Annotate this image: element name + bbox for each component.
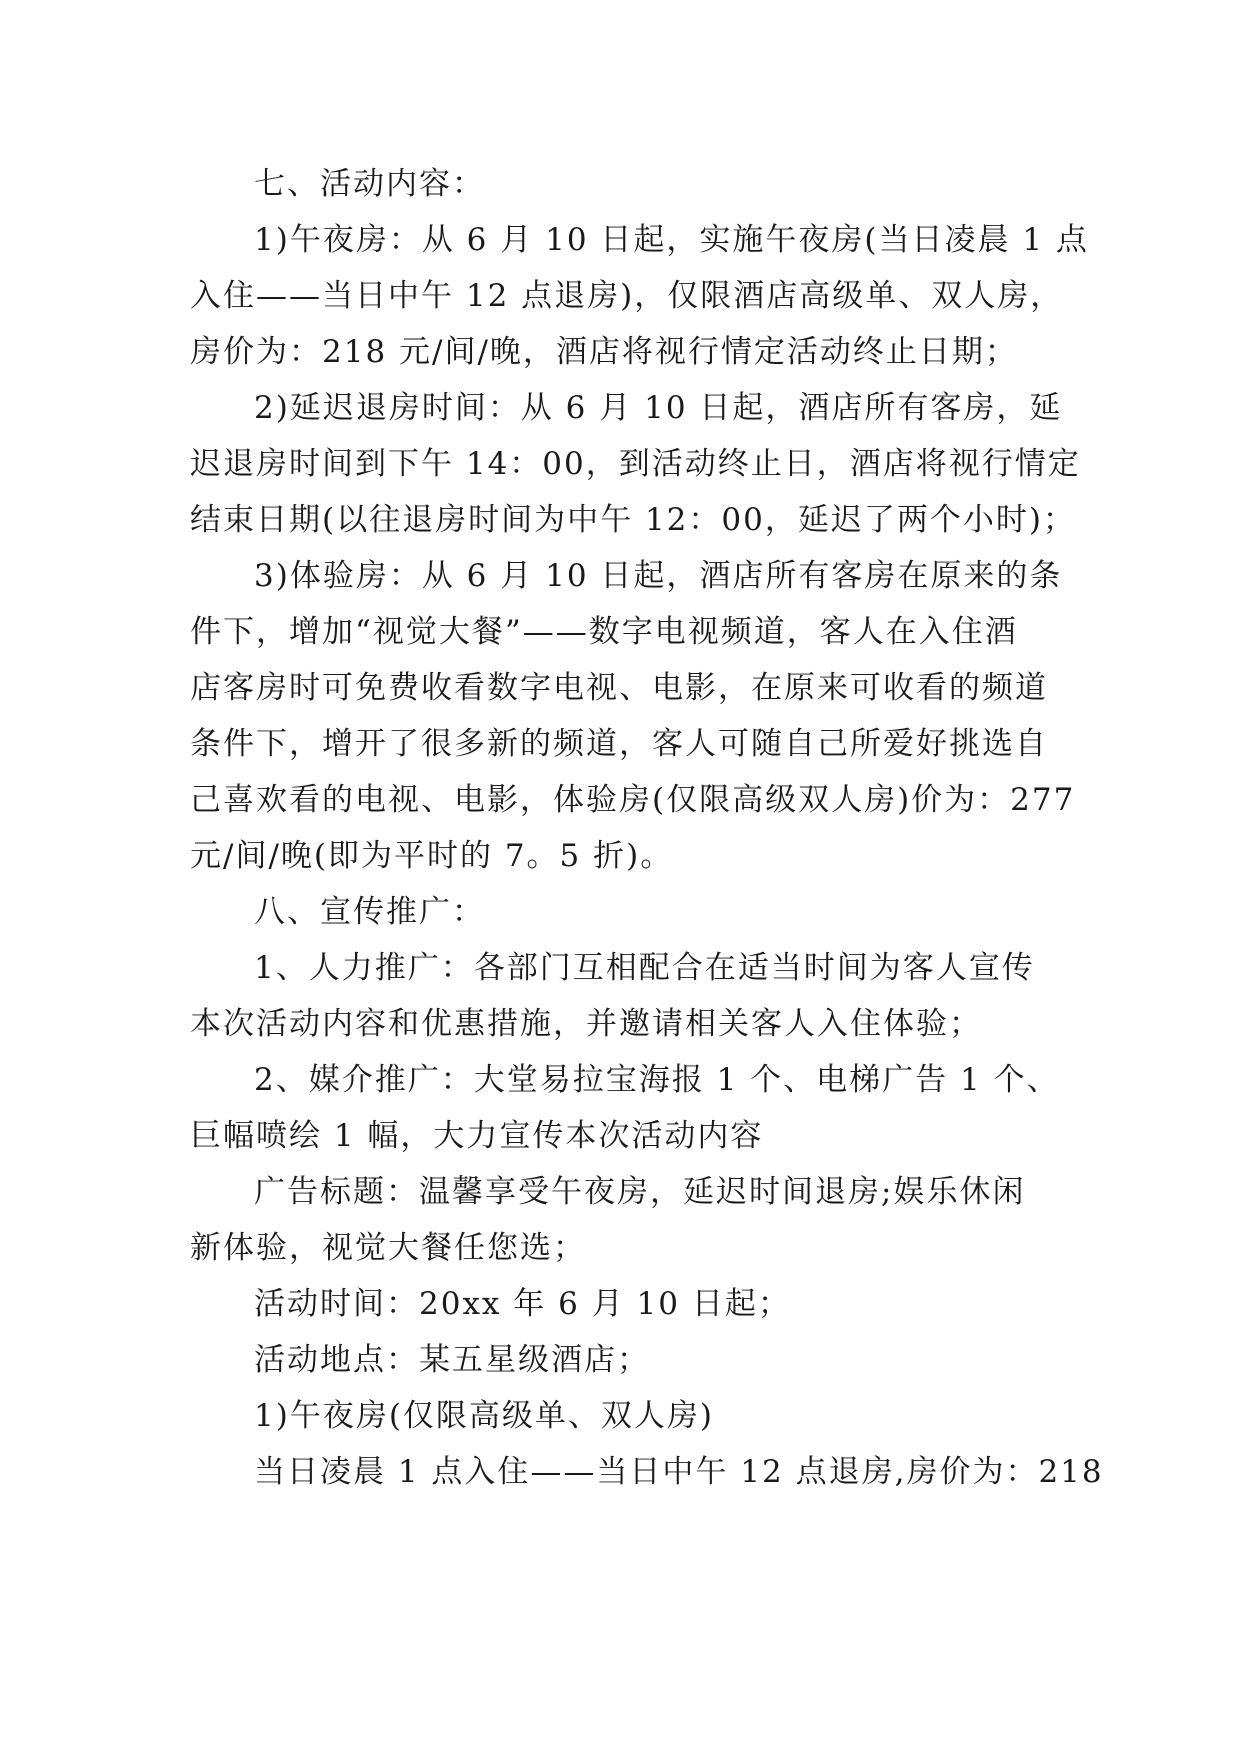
text-line: 结束日期(以往退房时间为中午 12：00，延迟了两个小时)； xyxy=(190,502,1076,538)
text-line: 己喜欢看的电视、电影，体验房(仅限高级双人房)价为：277 xyxy=(190,782,1076,818)
text-line: 2)延迟退房时间：从 6 月 10 日起，酒店所有客房，延 xyxy=(254,390,1063,426)
text-line: 2、媒介推广：大堂易拉宝海报 1 个、电梯广告 1 个、 xyxy=(254,1062,1060,1098)
text-line: 八、宣传推广： xyxy=(254,894,485,930)
text-line: 广告标题：温馨享受午夜房，延迟时间退房;娱乐休闲 xyxy=(254,1174,1026,1210)
text-line: 当日凌晨 1 点入住——当日中午 12 点退房,房价为：218 xyxy=(254,1454,1104,1490)
text-line: 迟退房时间到下午 14：00，到活动终止日，酒店将视行情定 xyxy=(190,446,1081,482)
text-line: 新体验，视觉大餐任您选； xyxy=(190,1230,586,1266)
text-line: 1)午夜房(仅限高级单、双人房) xyxy=(254,1398,715,1434)
text-line: 房价为：218 元/间/晚，酒店将视行情定活动终止日期； xyxy=(190,334,1018,370)
text-line: 本次活动内容和优惠措施，并邀请相关客人入住体验； xyxy=(190,1006,982,1042)
text-line: 七、活动内容： xyxy=(254,166,485,202)
text-line: 巨幅喷绘 1 幅，大力宣传本次活动内容 xyxy=(190,1118,764,1154)
text-line: 元/间/晚(即为平时的 7。5 折)。 xyxy=(190,838,674,874)
text-line: 件下，增加“视觉大餐”——数字电视频道，客人在入住酒 xyxy=(190,614,1018,650)
text-line: 入住——当日中午 12 点退房)，仅限酒店高级单、双人房， xyxy=(190,278,1064,314)
text-line: 店客房时可免费收看数字电视、电影，在原来可收看的频道 xyxy=(190,670,1048,706)
text-line: 3)体验房：从 6 月 10 日起，酒店所有客房在原来的条 xyxy=(254,558,1063,594)
text-line: 活动地点：某五星级酒店； xyxy=(254,1342,650,1378)
text-line: 1、人力推广：各部门互相配合在适当时间为客人宣传 xyxy=(254,950,1035,986)
document-body xyxy=(190,156,1104,1500)
text-line: 1)午夜房：从 6 月 10 日起，实施午夜房(当日凌晨 1 点 xyxy=(254,222,1089,258)
text-line: 活动时间：20xx 年 6 月 10 日起； xyxy=(254,1286,791,1322)
text-line: 条件下，增开了很多新的频道，客人可随自己所爱好挑选自 xyxy=(190,726,1048,762)
